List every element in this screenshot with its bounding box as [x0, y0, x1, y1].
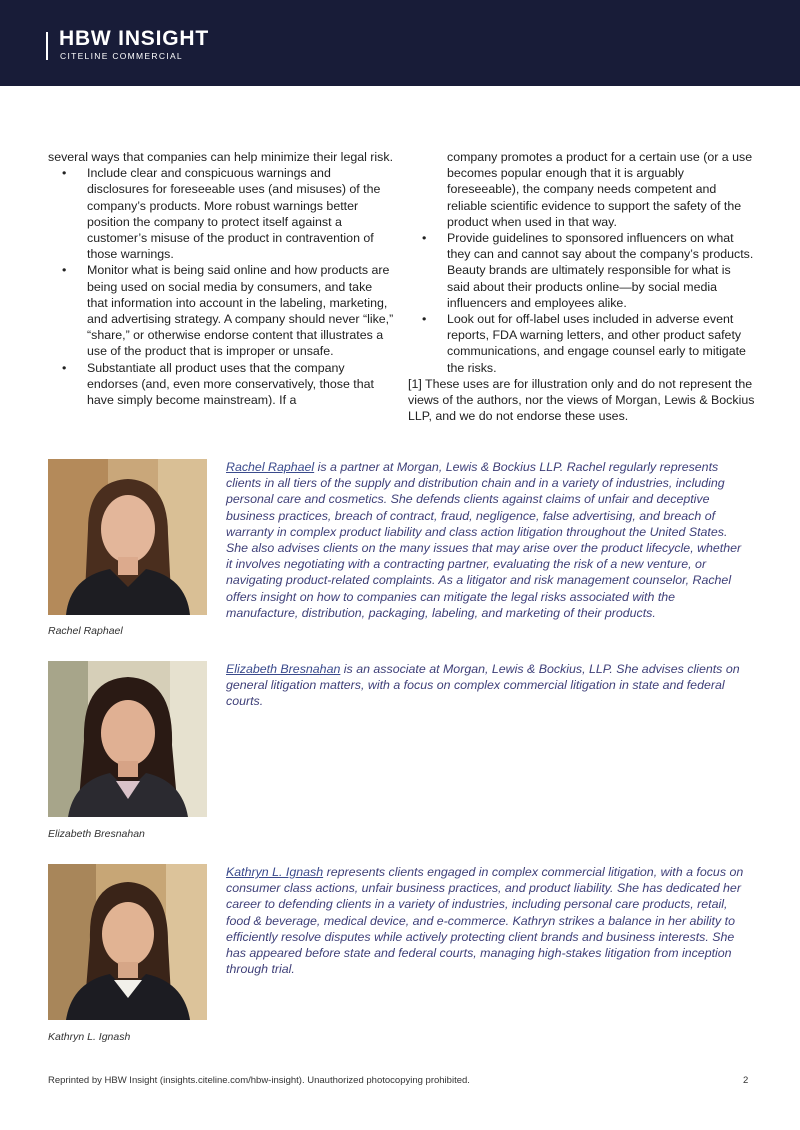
author-photo: [48, 864, 207, 1020]
footer-reprint-notice: Reprinted by HBW Insight (insights.citeline.com/hbw-insight). Unauthorized photocopying prohibited.: [48, 1075, 470, 1086]
photo-caption: Kathryn L. Ignash: [48, 1031, 131, 1043]
left-bullet-list: [48, 165, 396, 408]
author-photo: [48, 661, 207, 817]
bio-text: Kathryn L. Ignash represents clients engaged in complex commercial litigation, with a focus on consumer class actions, unfair business practices, and product liability. She has dedicated her career to defending clients in a variety of industries, including personal care products, retail, food & beverage, medical device, and e-commerce. Kathryn strikes a balance in her ability to efficiently resolve disputes while actively protecting client brands and business interests. She has appeared before state and federal courts, managing high-stakes litigation from inception through trial.: [226, 865, 744, 977]
brand-subtitle: CITELINE COMMERCIAL: [60, 51, 183, 61]
author-name-link[interactable]: Rachel Raphael: [226, 460, 315, 474]
list-item: • Substantiate all product uses that the company endorses (and, even more conservatively, those that have simply become mainstream). If a: [62, 360, 374, 408]
article-right-column: [408, 149, 756, 424]
photo-caption: Rachel Raphael: [48, 625, 123, 637]
page-number: 2: [743, 1075, 749, 1086]
brand-divider: [46, 32, 48, 60]
author-photo: [48, 459, 207, 615]
bullet-icon: •: [62, 360, 67, 375]
list-item: • Provide guidelines to sponsored influencers on what they can and cannot say about the company’s products. Beauty brands are ultimately responsible for what is said about their products online—by social media influencers and employees alike.: [422, 231, 754, 310]
article-left-column: [48, 149, 396, 408]
list-item: • Include clear and conspicuous warnings and disclosures for foreseeable uses (and misuses) of the company’s products. More robust warnings better position the company to protect itself against a customer’s misuse of the product in contravention of those warnings.: [62, 166, 381, 262]
right-bullet-list: [408, 230, 756, 376]
photo-caption: Elizabeth Bresnahan: [48, 828, 145, 840]
author-name-link[interactable]: Kathryn L. Ignash: [226, 865, 324, 879]
bullet-icon: •: [62, 263, 67, 278]
portrait-image: [48, 864, 207, 1020]
bio-text: Rachel Raphael is a partner at Morgan, Lewis & Bockius LLP. Rachel regularly represents clients in all tiers of the supply and distribution chain and in a variety of industries, including personal care and cosmetics. She defends clients against claims of unfair and deceptive business practices, breach of contract, fraud, negligence, false advertising, and breach of warranty in complex product liability and class action litigation throughout the United States. She also advises clients on the many issues that may arise over the product lifecycle, whether it involves negotiating with a contracting partner, evaluating the risk of a new venture, or navigating product-related complaints. As a litigator and risk management counselor, Rachel offers insight on how to companies can mitigate the legal risks associated with the manufacture, distribution, packaging, labeling, and marketing of their products.: [226, 460, 742, 620]
footnote: [1] These uses are for illustration only and do not represent the views of the authors, nor the views of Morgan, Lewis & Bockius LLP, and we do not endorse these uses.: [408, 376, 755, 424]
intro-line: several ways that companies can help minimize their legal risk.: [48, 150, 394, 164]
author-name-link[interactable]: Elizabeth Bresnahan: [226, 662, 341, 676]
bio-text: Elizabeth Bresnahan is an associate at Morgan, Lewis & Bockius, LLP. She advises clients on general litigation matters, with a focus on complex commercial litigation in state and federal courts.: [226, 662, 740, 709]
portrait-image: [48, 459, 207, 615]
bullet-icon: •: [422, 312, 427, 327]
brand-title: HBW INSIGHT: [59, 27, 209, 50]
portrait-image: [48, 661, 207, 817]
list-item: • Monitor what is being said online and how products are being used on social media by consumers, and take that information into account in the labeling, marketing, and advertising strategy. A company should never “like,” “share,” or otherwise endorse content that illustrates a use of the product that is improper or unsafe.: [62, 263, 394, 359]
bullet-icon: •: [422, 231, 427, 246]
list-item: • Look out for off-label uses included in adverse event reports, FDA warning letters, and other product safety communications, and engage counsel early to mitigate the risks.: [422, 312, 746, 375]
continued-bullet-text: company promotes a product for a certain use (or a use becomes popular enough that it is arguably foreseeable), the company needs competent and reliable scientific evidence to support the safety of the product when used in that way.: [447, 150, 753, 229]
bullet-icon: •: [62, 166, 67, 181]
header-bar: [0, 0, 800, 86]
